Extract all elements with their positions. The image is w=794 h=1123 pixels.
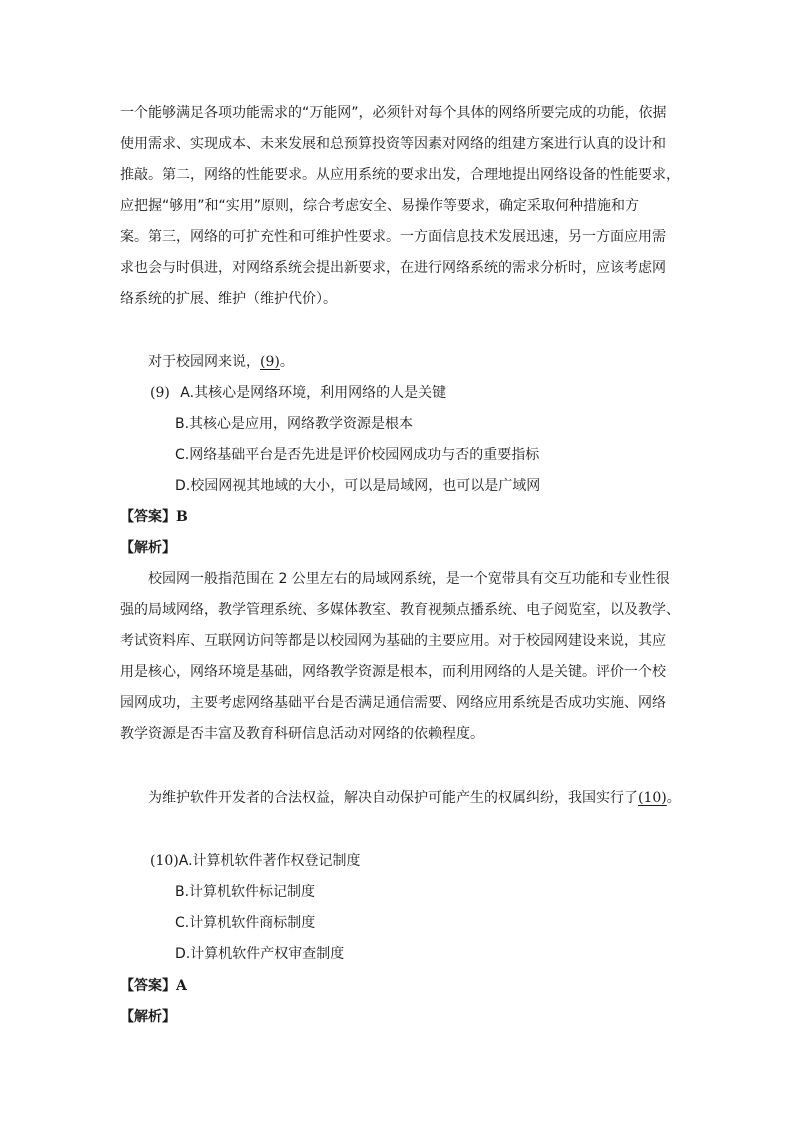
question-9-option-b: B.其核心是应用，网络教学资源是根本 <box>175 416 414 432</box>
question-10-option-a: A.计算机软件著作权登记制度 <box>178 853 361 869</box>
question-9-option-c: C.网络基础平台是否先进是评价校园网成功与否的重要指标 <box>175 447 540 463</box>
analysis-line: 考试资料库、互联网访问等都是以校园网为基础的主要应用。对于校园网建设来说，其应 <box>120 633 666 649</box>
analysis-line: 强的局域网络，教学管理系统、多媒体教室、教育视频点播系统、电子阅览室，以及教学、 <box>120 602 680 618</box>
question-10-stem-prefix: 为维护软件开发者的合法权益，解决自动保护可能产生的权属纠纷，我国实行了 <box>148 790 638 806</box>
intro-line: 案。第三，网络的可扩充性和可维护性要求。一方面信息技术发展迅速，另一方面应用需 <box>120 229 666 245</box>
analysis-line: 校园网一般指范围在 2 公里左右的局域网系统，是一个宽带具有交互功能和专业性很 <box>148 571 670 587</box>
intro-line: 一个能够满足各项功能需求的“万能网”，必须针对每个具体的网络所要完成的功能，依据 <box>120 105 667 121</box>
question-10-option-d: D.计算机软件产权审查制度 <box>175 946 345 962</box>
question-9-answer <box>120 508 188 526</box>
question-9-number: (9) <box>150 385 170 401</box>
question-9-option-a-row <box>150 384 446 402</box>
intro-line: 络系统的扩展、维护（维护代价）。 <box>120 291 337 307</box>
question-10-stem <box>148 789 681 807</box>
analysis-line: 园网成功，主要考虑网络基础平台是否满足通信需要、网络应用系统是否成功实施、网络 <box>120 695 666 711</box>
intro-line: 使用需求、实现成本、未来发展和总预算投资等因素对网络的组建方案进行认真的设计和 <box>120 136 666 152</box>
question-9-blank: (9) <box>260 354 280 370</box>
question-10-number: (10) <box>150 853 179 869</box>
answer-value: A <box>176 978 187 994</box>
analysis-line: 用是核心，网络环境是基础，网络教学资源是根本，而利用网络的人是关键。评价一个校 <box>120 664 666 680</box>
question-10-analysis-label: 【解析】 <box>120 1009 176 1025</box>
question-9-option-a: A.其核心是网络环境，利用网络的人是关键 <box>180 385 447 401</box>
intro-line: 推敲。第二，网络的性能要求。从应用系统的要求出发，合理地提出网络设备的性能要求， <box>120 167 680 183</box>
question-9-option-d: D.校园网视其地域的大小，可以是局域网，也可以是广域网 <box>175 478 541 494</box>
question-9-stem-prefix: 对于校园网来说， <box>148 354 260 370</box>
answer-label: 【答案】 <box>120 978 176 994</box>
answer-value: B <box>176 509 188 525</box>
intro-line: 求也会与时俱进，对网络系统会提出新要求，在进行网络系统的需求分析时，应该考虑网 <box>120 260 666 276</box>
question-9-stem <box>148 353 294 371</box>
question-10-answer <box>120 977 187 995</box>
analysis-line: 教学资源是否丰富及教育科研信息活动对网络的依赖程度。 <box>120 726 484 742</box>
intro-line: 应把握“够用”和“实用”原则，综合考虑安全、易操作等要求，确定采取何种措施和方 <box>120 198 640 214</box>
question-10-blank: (10) <box>638 790 667 806</box>
question-9-analysis-label: 【解析】 <box>120 540 176 556</box>
question-10-stem-suffix: 。 <box>666 790 681 806</box>
question-10-option-b: B.计算机软件标记制度 <box>175 884 316 900</box>
answer-label: 【答案】 <box>120 509 176 525</box>
question-10-option-a-row <box>150 852 361 870</box>
question-9-stem-suffix: 。 <box>279 354 294 370</box>
question-10-option-c: C.计算机软件商标制度 <box>175 915 316 931</box>
